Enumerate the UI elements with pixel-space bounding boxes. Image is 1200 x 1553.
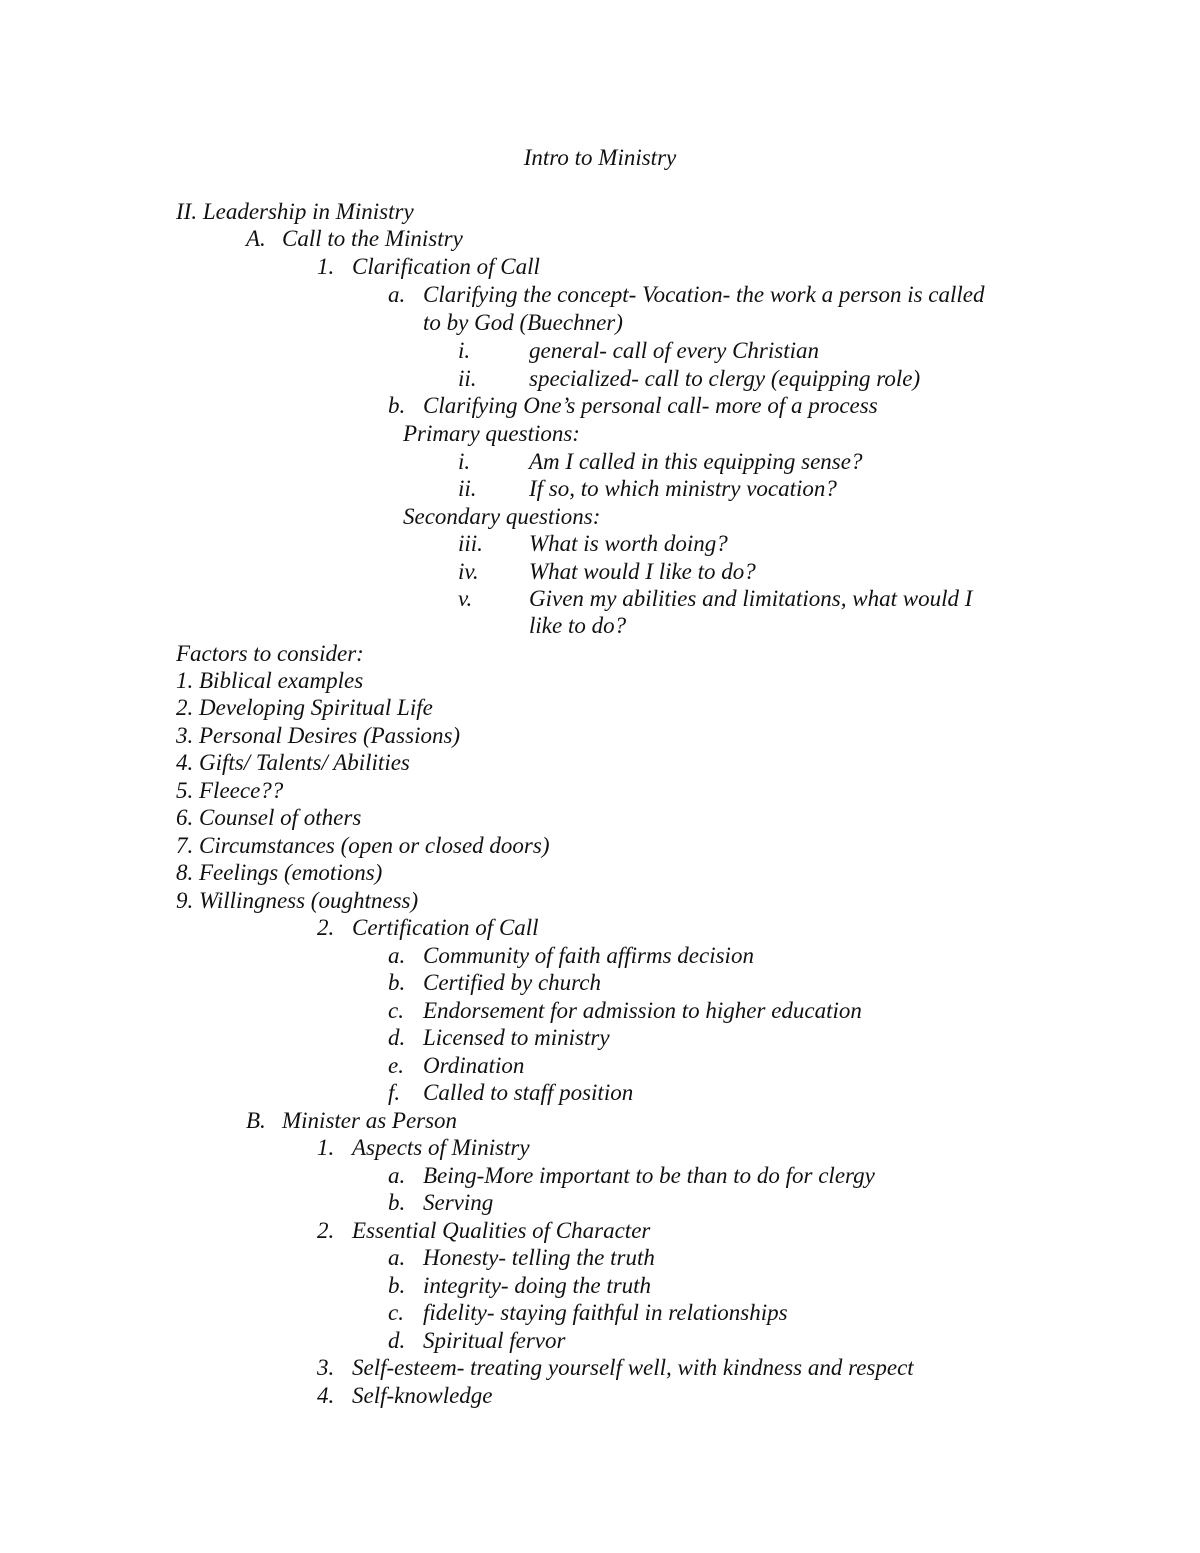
list-marker: i. [458, 338, 471, 363]
outline-item: Endorsement for admission to higher education [423, 998, 862, 1023]
outline-item: Self-knowledge [352, 1383, 493, 1408]
outline-item: Self-esteem- treating yourself well, with kindness and respect [352, 1355, 914, 1380]
outline-item: Call to the Ministry [282, 226, 463, 251]
list-marker: B. [246, 1108, 266, 1133]
list-marker: a. [388, 282, 406, 307]
list-marker: a. [388, 1245, 406, 1270]
list-item: 2. Developing Spiritual Life [176, 695, 433, 720]
outline-item: Honesty- telling the truth [423, 1245, 655, 1270]
list-marker: d. [388, 1328, 406, 1353]
list-item: 4. Gifts/ Talents/ Abilities [176, 750, 410, 775]
outline-item: integrity- doing the truth [423, 1273, 652, 1298]
outline-item: general- call of every Christian [529, 338, 819, 363]
list-marker: a. [388, 943, 406, 968]
outline-item: What is worth doing? [529, 531, 728, 556]
outline-item: specialized- call to clergy (equipping role) [529, 366, 921, 391]
outline-item: Certified by church [423, 970, 601, 995]
list-item: 9. Willingness (oughtness) [176, 888, 419, 913]
list-marker: d. [388, 1025, 406, 1050]
list-marker: c. [388, 1300, 404, 1325]
outline-item-continued: to by God (Buechner) [423, 310, 623, 335]
list-item: 6. Counsel of others [176, 805, 362, 830]
list-item: 3. Personal Desires (Passions) [176, 723, 461, 748]
document-title: Intro to Ministry [523, 145, 677, 170]
outline-item-continued: like to do? [529, 613, 627, 638]
list-marker: 2. [317, 1218, 335, 1243]
outline-item: fidelity- staying faithful in relationships [423, 1300, 788, 1325]
list-marker: f. [388, 1080, 401, 1105]
list-marker: b. [388, 970, 406, 995]
outline-item: Ordination [423, 1053, 525, 1078]
outline-item: Certification of Call [352, 915, 539, 940]
outline-item: Clarifying One’s personal call- more of a process [423, 393, 878, 418]
section-heading: II. Leadership in Ministry [176, 199, 414, 224]
outline-item: Community of faith affirms decision [423, 943, 754, 968]
list-marker: ii. [458, 476, 477, 501]
outline-item: What would I like to do? [529, 559, 756, 584]
outline-item: Being-More important to be than to do for clergy [423, 1163, 875, 1188]
outline-item: Essential Qualities of Character [352, 1218, 651, 1243]
subheading: Secondary questions: [403, 504, 601, 529]
list-marker: iv. [458, 559, 479, 584]
outline-item: Serving [423, 1190, 494, 1215]
list-item: 7. Circumstances (open or closed doors) [176, 833, 550, 858]
outline-item: If so, to which ministry vocation? [529, 476, 837, 501]
list-marker: 1. [317, 254, 335, 279]
outline-item: Minister as Person [282, 1108, 458, 1133]
list-marker: b. [388, 1190, 406, 1215]
list-marker: a. [388, 1163, 406, 1188]
outline-item: Spiritual fervor [423, 1328, 566, 1353]
list-item: 1. Biblical examples [176, 668, 364, 693]
list-marker: iii. [458, 531, 483, 556]
list-item: 5. Fleece?? [176, 778, 284, 803]
list-marker: e. [388, 1053, 404, 1078]
outline-item: Am I called in this equipping sense? [529, 449, 863, 474]
list-item: 8. Feelings (emotions) [176, 860, 383, 885]
outline-item: Called to staff position [423, 1080, 634, 1105]
list-marker: i. [458, 449, 471, 474]
list-marker: 2. [317, 915, 335, 940]
outline-item: Given my abilities and limitations, what would I [529, 586, 973, 611]
list-marker: 1. [317, 1135, 335, 1160]
list-marker: 4. [317, 1383, 335, 1408]
outline-item: Licensed to ministry [423, 1025, 610, 1050]
list-marker: c. [388, 998, 404, 1023]
list-marker: A. [246, 226, 266, 251]
subheading: Factors to consider: [176, 641, 364, 666]
list-marker: 3. [317, 1355, 335, 1380]
list-marker: v. [458, 586, 473, 611]
outline-item: Clarifying the concept- Vocation- the work a person is called [423, 282, 985, 307]
list-marker: b. [388, 393, 406, 418]
list-marker: b. [388, 1273, 406, 1298]
subheading: Primary questions: [403, 421, 580, 446]
outline-item: Aspects of Ministry [352, 1135, 530, 1160]
outline-item: Clarification of Call [352, 254, 540, 279]
list-marker: ii. [458, 366, 477, 391]
